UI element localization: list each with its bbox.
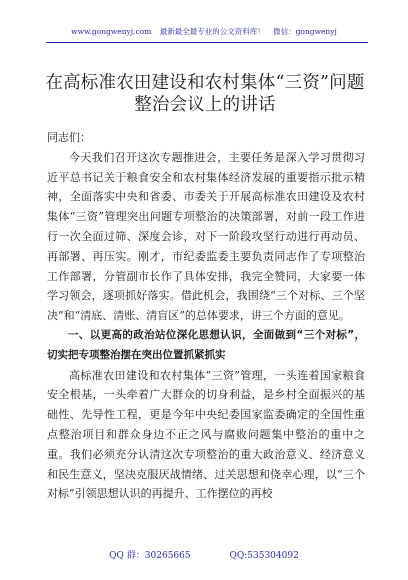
- document-body: [47, 128, 365, 504]
- intro-paragraph: 今天我们召开这次专题推进会，主要任务是深入学习贯彻习近平总书记关于粮食安全和农村集体经济发展的重要指示批示精神，全面落实中央和省委、市委关于开展高标准农田建设及农村集体“三资”管理突出问题专项整治的决策部署，对前一段工作进行一次全面过筛、深度会诊，对下一阶段攻坚行动进行再动员、再部署、再压实。刚才，市纪委监委主要负责同志作了专项整治工作部署，分管副市长作了具体安排，我完全赞同，大家要一体学习领会，逐项抓好落实。借此机会，我围绕“三个对标、三个坚决”和“清底、清账、清盲区”的总体要求，讲三个方面的意见。: [47, 150, 365, 323]
- section-heading: 一、以更高的政治站位深化思想认识，全面做到“三个对标”，切实把专项整治摆在突出位置抓紧抓实: [47, 328, 365, 361]
- document-title: 在高标准农田建设和农村集体“三资”问题整治会议上的讲话: [45, 73, 365, 115]
- header-divider: [46, 42, 368, 43]
- header-website[interactable]: www.gongwenyj.com: [71, 27, 152, 36]
- header-slogan: 最新最全最专业的公文资料库！: [159, 27, 265, 36]
- footer-qq-group: QQ 群：30265665: [109, 551, 191, 561]
- site-header: [0, 26, 408, 37]
- page-footer: [0, 548, 408, 561]
- salutation: 同志们：: [47, 131, 91, 144]
- footer-qq: QQ:535304092: [229, 551, 299, 561]
- section-paragraph: 高标准农田建设和农村集体“三资”管理，一头连着国家粮食安全根基，一头牵着广大群众的切身利益，是乡村全面振兴的基础性、先导性工程，更是今年中央纪委国家监委确定的全国性重点整治项目和群众身边不正之风与腐败问题集中整治的重中之重。我们必须充分认清这次专项整治的重大政治意义、经济意义和民生意义，坚决克服厌战情绪、过关思想和侥幸心理，以“三个对标”引领思想认识的再提升、工作摆位的再校: [47, 368, 365, 501]
- header-wechat: 微信：gongwenyj: [273, 27, 337, 36]
